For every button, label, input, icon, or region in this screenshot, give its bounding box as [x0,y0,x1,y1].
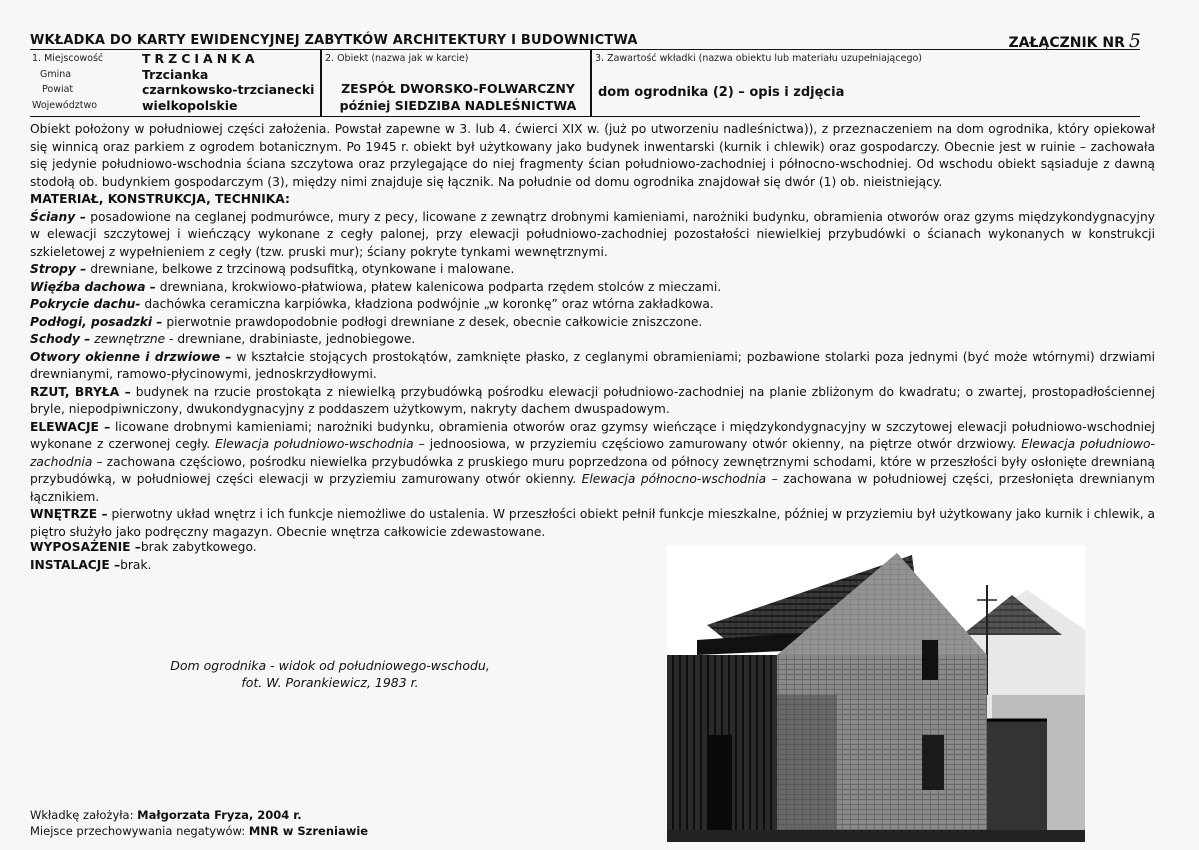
equipment-text: brak zabytkowego. [140,540,257,554]
truss-paragraph [30,279,1155,297]
header-table [30,49,1140,117]
negatives-label: Miejsce przechowywania negatywów: [30,824,246,838]
openings-paragraph [30,349,1155,384]
column-divider [320,50,322,116]
powiat-value: czarnkowsko-trzcianecki [142,82,315,97]
photo-caption-line1: Dom ogrodnika - widok od południowego-wschodu, [170,658,490,673]
interior-label: WNĘTRZE – [30,507,108,521]
floors-paragraph [30,314,1155,332]
ceilings-text: drewniane, belkowe z trzcinową podsufitką, otynkowane i malowane. [90,262,515,276]
elevation-sw-label: Elewacja południowo-zachodnia [30,437,1155,469]
elevation-sw-text: – zachowana częściowo, pośrodku niewielka przybudówka z pruskiego muru poprzedzona od północy zewnętrznymi schodami, które w przeszłości były osłonięte drewnianą przybudówką, w południowej części elewacji w przyziemiu zamurowany otwór okienny. [30,454,1155,486]
gmina-value: Trzcianka [142,67,209,82]
town-label: 1. Miejscowość [32,53,104,64]
object-name-line1: ZESPÓŁ DWORSKO-FOLWARCZNY [341,81,575,96]
document-title: WKŁADKA DO KARTY EWIDENCYJNEJ ZABYTKÓW ARCHITEKTURY I BUDOWNICTWA [30,33,638,48]
photo-caption-line2: fot. W. Porankiewicz, 1983 r. [241,675,419,690]
interior-text: pierwotny układ wnętrz i ich funkcje niemożliwe do ustalenia. W przeszłości obiekt pełnił funkcje mieszkalne, później w przyziemiu był użytkowany jako kurnik i chlewik, a piętro służyło jako podręczny magazyn. Obecnie wnętrza całkowicie zdewastowane. [30,507,1155,539]
powiat-label: Powiat [42,84,74,95]
stairs-text: - drewniane, drabiniaste, jednobiegowe. [169,332,416,346]
elevations-paragraph [30,419,1155,507]
voivodeship-value: wielkopolskie [142,98,238,113]
plan-label: RZUT, BRYŁA – [30,384,131,399]
ceilings-label: Stropy – [30,262,87,276]
truss-label: Więźba dachowa – [30,279,156,294]
installations-line [30,557,257,575]
roofing-label: Pokrycie dachu- [30,297,141,311]
elevation-ne-text: – zachowana w południowej części, przesłonięta drewnianym łącznikiem. [30,472,1155,504]
equipment-block [30,539,257,574]
object-name [328,80,588,114]
roofing-paragraph [30,296,1155,314]
annex-number: 5 [1128,30,1141,52]
object-label: 2. Obiekt (nazwa jak w karcie) [325,53,469,64]
material-heading: MATERIAŁ, KONSTRUKCJA, TECHNIKA: [30,192,290,206]
elevations-label: ELEWACJE – [30,419,111,434]
equipment-label: WYPOSAŻENIE – [30,540,141,554]
object-name-line2: później SIEDZIBA NADLEŚNICTWA [339,98,577,113]
equipment-line [30,539,257,557]
footer [30,807,368,839]
elevations-text: licowane drobnymi kamieniami; narożniki budynku, obramienia otworów oraz gzymsy wieńczące i międzykondygnacyjny w szczytowej elewacji południowo-wschodniej wykonane z czerwonej cegły. [30,419,1155,451]
installations-text: brak. [120,557,152,572]
ceilings-paragraph [30,261,1155,279]
column-divider [590,50,592,116]
elevation-se-text: – jednoosiowa, w przyziemiu częściowo zamurowany otwór okienny, na piętrze otwór drzwiowy. [418,437,1017,451]
installations-label: INSTALACJE – [30,557,121,572]
town-value: TRZCIANKA [142,51,259,66]
founder-line [30,807,368,823]
house-photo [667,545,1085,842]
intro-paragraph: Obiekt położony w południowej części założenia. Powstał zapewne w 3. lub 4. ćwierci XIX w. (już po utworzeniu nadleśnictwa)), z przeznaczeniem na dom ogrodnika, który opiekował się winnicą oraz parkiem z ogrodem botanicznym. Po 1945 r. obiekt był użytkowany jako budynek inwentarski (kurnik i chlewik) oraz gospodarczy. Obecnie jest w ruinie – zachowała się jedynie południowo-wschodnia ściana szczytowa oraz przylegające do niej fragmenty ścian południowo-zachodniej i północno-wschodniej. Od wschodu obiekt sąsiaduje z dawną stodołą ob. budynkiem gospodarczym (3), między nimi znajduje się łącznik. Na południe od domu ogrodnika znajdował się dwór (1) ob. nieistniejący. [30,122,1155,189]
elevation-se-label: Elewacja południowo-wschodnia [215,437,414,451]
truss-text: drewniana, krokwiowo-płatwiowa, płatew kalenicowa podparta rzędem stolców z mieczami. [159,279,722,294]
description-body [30,121,1155,541]
negatives-value: MNR w Szreniawie [248,824,369,838]
walls-paragraph [30,209,1155,262]
stairs-label: Schody – [30,332,91,346]
walls-text: posadowione na ceglanej podmurówce, mury z pecy, licowane z zewnątrz drobnymi kamieniami, narożniki budynku, obramienia otworów oraz gzyms międzykondygnacyjny w elewacji szczytowej i wieńczący wykonane z cegły palonej, przy elewacji południowo-zachodniej pozostałości niewielkiej przybudówki o ścianach wykonanych w konstrukcji szkieletowej z wypełnieniem z cegły (tzw. pruski mur); ściany pokryte tynkami wewnętrznymi. [30,209,1155,259]
floors-text: pierwotnie prawdopodobnie podłogi drewniane z desek, obecnie całkowicie zniszczone. [166,314,703,329]
annex-label-text: ZAŁĄCZNIK NR [1008,35,1125,51]
founder-label: Wkładkę założyła: [30,808,134,822]
voivodeship-label: Województwo [32,100,98,111]
plan-text: budynek na rzucie prostokąta z niewielką przybudówką pośrodku elewacji południowo-zachodniej na planie zbliżonym do kwadratu; o zwartej, prostopadłościennej bryle, niepodpiwniczony, dwukondygnacyjny z poddaszem użytkowym, nakryty dachem dwuspadowym. [30,384,1155,416]
negatives-line [30,823,368,839]
elevation-ne-label: Elewacja północno-wschodnia [581,472,767,486]
content-label: 3. Zawartość wkładki (nazwa obiektu lub materiału uzupełniającego) [595,53,922,64]
walls-label: Ściany – [30,209,86,224]
interior-paragraph [30,506,1155,541]
openings-text: w kształcie stojących prostokątów, zamknięte płasko, z ceglanymi obramieniami; pozbawione stolarki poza jednymi (być może wtórnymi) drzwiami drewnianymi, ramowo-płycinowymi, jednoskrzydłowymi. [30,349,1155,381]
plan-paragraph [30,384,1155,419]
gmina-label: Gmina [40,69,72,80]
stairs-paragraph [30,331,1155,349]
floors-label: Podłogi, posadzki – [30,314,163,329]
founder-value: Małgorzata Fryza, 2004 r. [137,808,302,822]
photo-caption [155,657,505,691]
roofing-text: dachówka ceramiczna karpiówka, kładziona podwójnie „w koronkę” oraz wtórna zakładkowa. [144,297,714,311]
openings-label: Otwory okienne i drzwiowe – [30,349,232,364]
stairs-italic: zewnętrzne [94,332,166,346]
content-value: dom ogrodnika (2) – opis i zdjęcia [598,85,845,100]
